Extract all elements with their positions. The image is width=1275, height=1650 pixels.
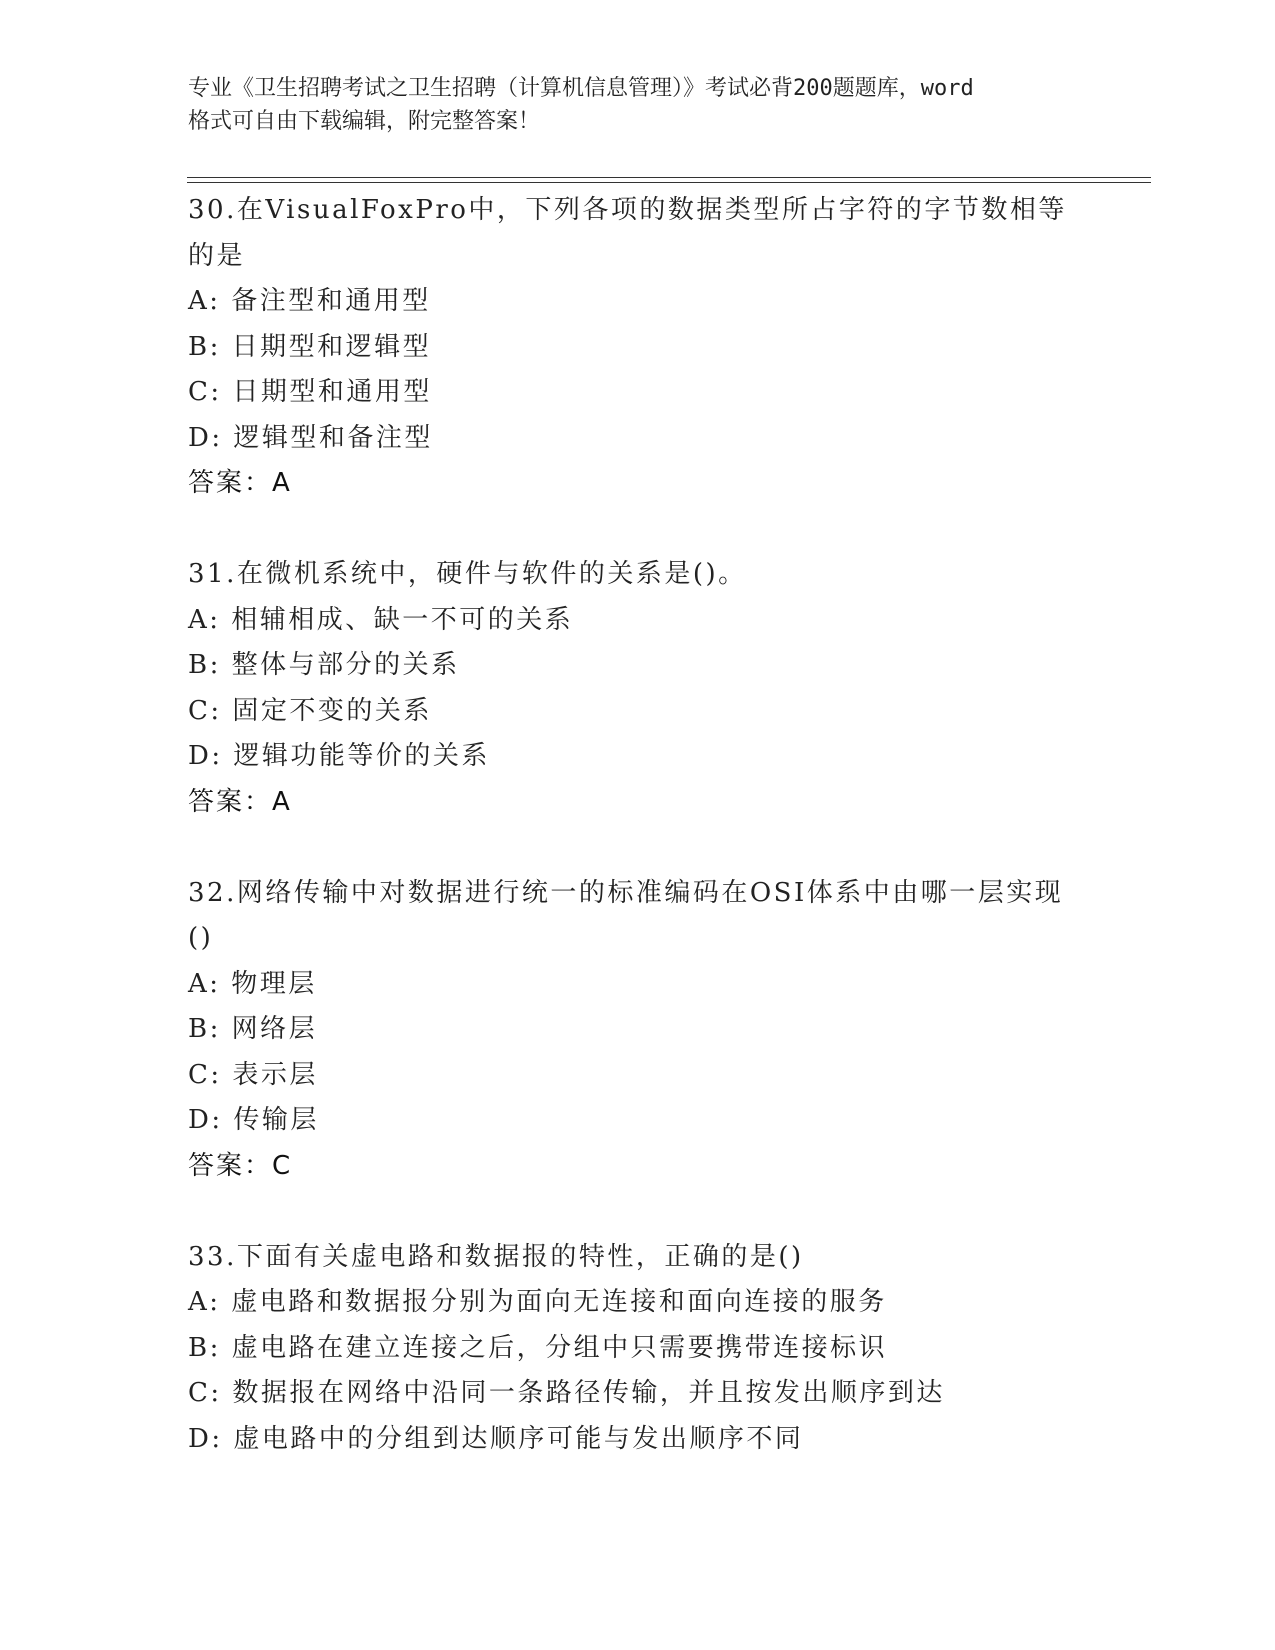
answer-label: 答案：C (188, 1150, 293, 1181)
document-header (188, 72, 1088, 138)
option-c: C: 日期型和通用型 (188, 377, 432, 407)
question-title: 31.在微机系统中，硬件与软件的关系是()。 (188, 559, 747, 589)
option-a: A: 相辅相成、缺一不可的关系 (188, 604, 574, 635)
question-30 (188, 188, 1088, 507)
option-a: A: 备注型和通用型 (188, 286, 431, 316)
question-32 (188, 871, 1088, 1190)
question-spacer (188, 825, 1088, 871)
question-33 (188, 1235, 1088, 1463)
option-d: D: 虚电路中的分组到达顺序可能与发出顺序不同 (188, 1423, 804, 1454)
option-c: C: 表示层 (188, 1059, 318, 1090)
option-b: B: 整体与部分的关系 (188, 650, 460, 680)
option-c: C: 固定不变的关系 (188, 695, 432, 726)
question-title: 32.网络传输中对数据进行统一的标准编码在OSI体系中由哪一层实现 (188, 877, 1064, 908)
option-b: B: 网络层 (188, 1014, 318, 1044)
question-title-continued: () (188, 923, 214, 953)
option-b: B: 日期型和逻辑型 (188, 331, 432, 362)
header-line-2: 格式可自由下载编辑，附完整答案！ (188, 109, 541, 134)
option-c: C: 数据报在网络中沿同一条路径传输，并且按发出顺序到达 (188, 1378, 945, 1408)
header-line-1: 专业《卫生招聘考试之卫生招聘（计算机信息管理）》考试必背200题题库，word (188, 76, 974, 101)
answer-label: 答案：A (188, 468, 292, 498)
question-list (188, 188, 1088, 1462)
answer-label: 答案：A (188, 786, 292, 817)
option-a: A: 物理层 (188, 968, 317, 999)
option-d: D: 逻辑型和备注型 (188, 422, 433, 453)
option-d: D: 逻辑功能等价的关系 (188, 741, 490, 771)
question-spacer (188, 1189, 1088, 1235)
question-31 (188, 552, 1088, 825)
question-title-continued: 的是 (188, 240, 246, 271)
header-divider-bottom (187, 182, 1151, 183)
question-title: 33.下面有关虚电路和数据报的特性，正确的是() (188, 1241, 804, 1272)
option-b: B: 虚电路在建立连接之后，分组中只需要携带连接标识 (188, 1332, 888, 1363)
option-d: D: 传输层 (188, 1105, 319, 1135)
option-a: A: 虚电路和数据报分别为面向无连接和面向连接的服务 (188, 1287, 887, 1317)
question-spacer (188, 507, 1088, 553)
question-title: 30.在VisualFoxPro中，下列各项的数据类型所占字符的字节数相等 (188, 195, 1067, 225)
header-divider-top (187, 177, 1151, 178)
